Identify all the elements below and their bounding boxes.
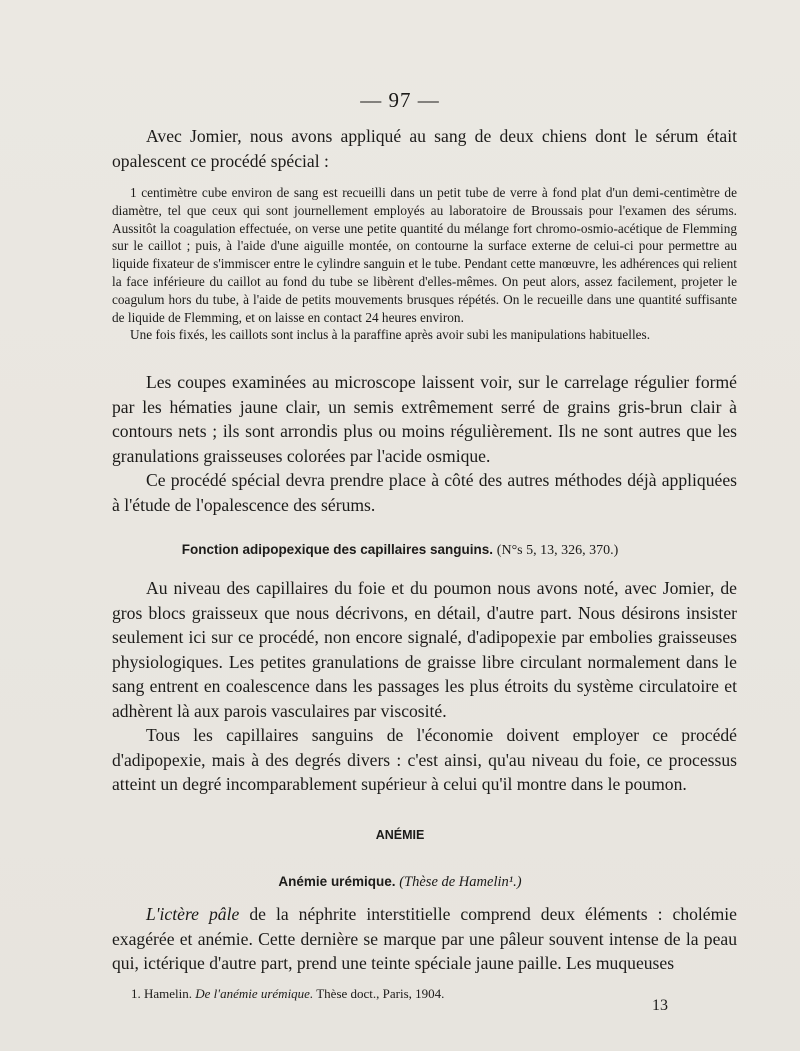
footnote-title: De l'anémie urémique.: [195, 986, 314, 1001]
section-refs: (N°s 5, 13, 326, 370.): [496, 543, 619, 558]
italic-lead: L'ictère pâle: [146, 904, 240, 924]
signature-folio: 13: [652, 997, 668, 1014]
section2-body: [112, 902, 737, 976]
method-paragraph-1: 1 centimètre cube environ de sang est recueilli dans un petit tube de verre à fond plat d'un demi-centimètre de diamètre, tel que ceux qui sont journellement employés au laboratoire de Broussais pour l'examen des sérums. Aussitôt la coagulation effectuée, on verse une petite quantité du mélange fort chromo-osmio-acétique de Flemming sur le caillot ; puis, à l'aide d'une aiguille montée, on contourne la surface externe de celui-ci pour permettre au liquide fixateur de s'immiscer entre le cylindre sanguin et le tube. Pendant cette manœuvre, les adhérences qui relient la face inférieure du caillot au fond du tube se libèrent d'elles-mêmes. On peut alors, assez facilement, projeter le coagulum hors du tube, à l'aide de petits mouvements brusques répétés. On le recueille dans une quantité suffisante de liquide de Flemming, et on laisse en contact 24 heures environ.: [112, 185, 737, 325]
method-block: [112, 184, 737, 344]
section-title: Fonction adipopexique des capillaires sanguins.: [181, 542, 494, 557]
footnote-rest: Thèse doct., Paris, 1904.: [316, 986, 445, 1001]
subsection-heading: [0, 874, 800, 891]
section-heading-adipopexie: [0, 542, 800, 559]
results-paragraph-1: Les coupes examinées au microscope laissent voir, sur le carrelage régulier formé par les hématies jaune clair, un semis extrêmement serré de grains gris-brun clair à contours nets ; ils sont arrondis plus ou moins régulièrement. Ils ne sont autres que les granulations graisseuses colorées par l'acide osmique.: [112, 372, 737, 466]
intro-text: Avec Jomier, nous avons appliqué au sang de deux chiens dont le sérum était opalescent ce procédé spécial :: [112, 126, 737, 171]
section2-text: de la néphrite interstitielle comprend deux éléments : cholémie exagérée et anémie. Cette dernière se marque par une pâleur souvent intense de la peau qui, ictérique d'autre part, prend une teinte spéciale jaune paille. Les muqueuses: [112, 904, 737, 973]
method-paragraph-2: Une fois fixés, les caillots sont inclus à la paraffine après avoir subi les manipulations habituelles.: [130, 327, 651, 343]
section1-paragraph-2: Tous les capillaires sanguins de l'économie doivent employer ce procédé d'adipopexie, mais à des degrés divers : c'est ainsi, qu'au niveau du foie, ce processus atteint un degré incomparablement supérieur à celui qu'il montre dans le poumon.: [112, 725, 737, 794]
section2-paragraph-1: [112, 902, 737, 976]
section-heading-anemie: ANÉMIE: [375, 828, 425, 842]
subsection-title: Anémie urémique.: [278, 874, 396, 889]
footnote-marker: 1. Hamelin.: [131, 986, 193, 1001]
results-paragraph-2: Ce procédé spécial devra prendre place à côté des autres méthodes déjà appliquées à l'étude de l'opalescence des sérums.: [112, 470, 737, 515]
section1-body: [112, 576, 737, 797]
subsection-ref: (Thèse de Hamelin¹.): [399, 874, 522, 890]
results-block: [112, 370, 737, 517]
footnote: [131, 986, 444, 1002]
page-number: — 97 —: [360, 88, 440, 112]
intro-paragraph: [112, 124, 737, 173]
section1-paragraph-1: Au niveau des capillaires du foie et du poumon nous avons noté, avec Jomier, de gros blocs graisseux que nous décrivons, en détail, d'autre part. Nous désirons insister seulement ici sur ce procédé, non encore signalé, d'adipopexie par embolies graisseuses physiologiques. Les petites granulations de graisse libre circulant normalement dans le sang entrent en coalescence dans les passages les plus étroits du système circulatoire et adhèrent là aux parois vasculaires par viscosité.: [112, 578, 737, 721]
